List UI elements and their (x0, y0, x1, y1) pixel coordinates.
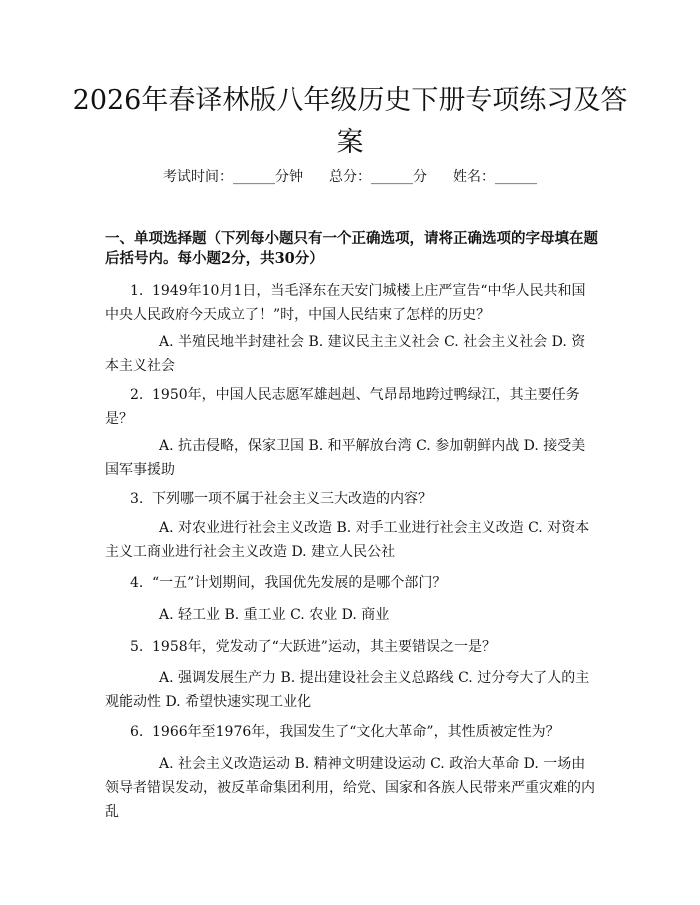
question-5-options (105, 666, 595, 714)
document-title: 2026年春译林版八年级历史下册专项练习及答案 (72, 85, 628, 158)
question-stem: 1949年10月1日，当毛泽东在天安门城楼上庄严宣告“中华人民共和国中央人民政府今天成立了！”时，中国人民结束了怎样的历史？ (105, 283, 586, 323)
question-number: 6. (130, 724, 144, 740)
question-number: 5. (130, 639, 144, 655)
question-3-options (105, 516, 595, 564)
question-stem: 1966年至1976年，我国发生了“文化大革命”，其性质被定性为？ (152, 724, 560, 740)
question-3 (105, 487, 595, 511)
question-number: 2. (130, 387, 144, 403)
exam-time-field: 考试时间：______分钟 (163, 169, 303, 185)
question-number: 4. (130, 575, 144, 591)
question-stem: 下列哪一项不属于社会主义三大改造的内容？ (152, 491, 432, 507)
question-6-options (105, 752, 595, 824)
question-stem: “一五”计划期间，我国优先发展的是哪个部门？ (152, 575, 447, 591)
question-number: 1. (130, 283, 144, 299)
question-stem: 1950年，中国人民志愿军雄赳赳、气昂昂地跨过鸭绿江，其主要任务是？ (105, 387, 580, 427)
question-4 (105, 571, 595, 595)
options-text: A. 轻工业 B. 重工业 C. 农业 D. 商业 (159, 607, 390, 623)
options-text: A. 强调发展生产力 B. 提出建设社会主义总路线 C. 过分夸大了人的主观能动性 D. 希望快速实现工业化 (105, 670, 590, 710)
exam-info-line (0, 166, 700, 186)
section-heading: 一、单项选择题（下列每小题只有一个正确选项，请将正确选项的字母填在题后括号内。每小题2分，共30分） (105, 230, 598, 267)
question-5 (105, 635, 595, 659)
question-4-options (105, 603, 595, 627)
options-text: A. 对农业进行社会主义改造 B. 对手工业进行社会主义改造 C. 对资本主义工商业进行社会主义改造 D. 建立人民公社 (105, 520, 590, 560)
question-2-options (105, 434, 595, 482)
question-1-options (105, 330, 595, 378)
options-text: A. 半殖民地半封建社会 B. 建议民主主义社会 C. 社会主义社会 D. 资本主义社会 (105, 334, 586, 374)
question-stem: 1958年，党发动了“大跃进”运动，其主要错误之一是？ (152, 639, 496, 655)
student-name-field: 姓名：______ (453, 169, 537, 185)
question-6 (105, 720, 595, 744)
total-score-field: 总分：______分 (329, 169, 427, 185)
options-text: A. 社会主义改造运动 B. 精神文明建设运动 C. 政治大革命 D. 一场由领导者错误发动，被反革命集团利用，给党、国家和各族人民带来严重灾难的内乱 (105, 756, 595, 820)
options-text: A. 抗击侵略，保家卫国 B. 和平解放台湾 C. 参加朝鲜内战 D. 接受美国军事援助 (105, 438, 586, 478)
question-1 (105, 279, 595, 327)
question-2 (105, 383, 595, 431)
question-number: 3. (130, 491, 144, 507)
